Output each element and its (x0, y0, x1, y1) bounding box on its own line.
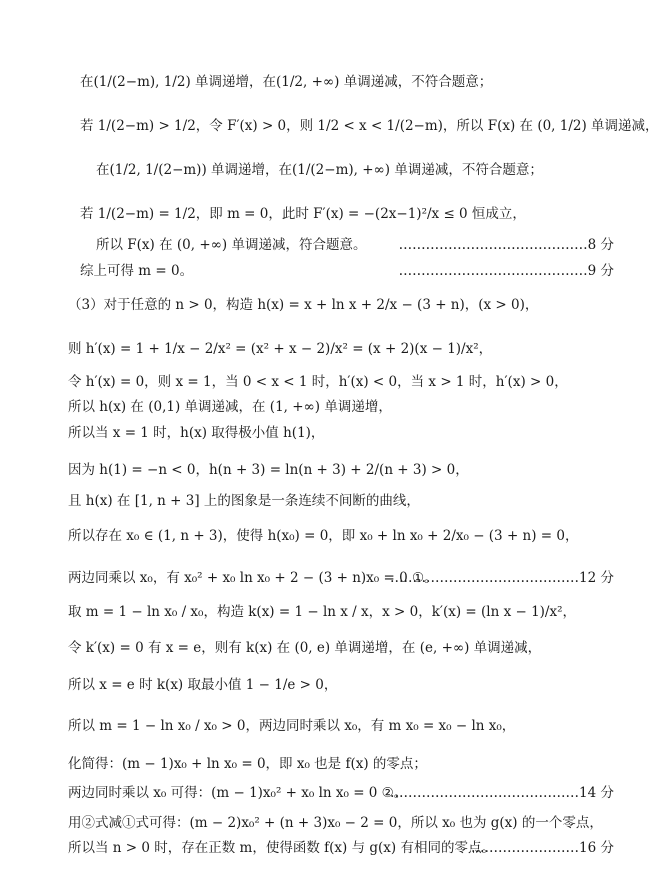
line-text: 取 m = 1 − ln x₀ / x₀，构造 k(x) = 1 − ln x / x，x > 0，k′(x) = (ln x − 1)/x²， (68, 604, 577, 620)
line-text: 两边同时乘以 x₀ 可得：(m − 1)x₀² + x₀ ln x₀ = 0 ②。 (68, 785, 408, 801)
line-text: 所以 x = e 时 k(x) 取最小值 1 − 1/e > 0， (68, 677, 338, 693)
line-text: 令 h′(x) = 0，则 x = 1，当 0 < x < 1 时，h′(x) < 0，当 x > 1 时，h′(x) > 0， (68, 374, 568, 390)
score-mark: ……………………………………8 分 (398, 237, 614, 253)
line-text: 因为 h(1) = −n < 0，h(n + 3) = ln(n + 3) + 2/(n + 3) > 0， (68, 462, 469, 478)
line-text: 若 1/(2−m) > 1/2，令 F′(x) > 0，则 1/2 < x < 1/(2−m)，所以 F(x) 在 (0, 1/2) 单调递减， (80, 118, 659, 134)
line-text: 在(1/(2−m), 1/2) 单调递增，在(1/2, +∞) 单调递减，不符合题意； (80, 74, 493, 90)
line-text: 令 k′(x) = 0 有 x = e，则有 k(x) 在 (0, e) 单调递增，在 (e, +∞) 单调递减， (68, 640, 542, 656)
score-mark: ……………………………………9 分 (398, 263, 614, 279)
line-text: 则 h′(x) = 1 + 1/x − 2/x² = (x² + x − 2)/x² = (x + 2)(x − 1)/x²， (68, 341, 493, 357)
line-text: 综上可得 m = 0。 (80, 263, 194, 279)
line-text: 所以 F(x) 在 (0, +∞) 单调递减，符合题意。 (96, 237, 367, 253)
line-text: 两边同乘以 x₀，有 x₀² + x₀ ln x₀ + 2 − (3 + n)x₀ = 0 ①。 (68, 570, 438, 586)
line-text: 所以当 n > 0 时，存在正数 m，使得函数 f(x) 与 g(x) 有相同的零点。 (68, 840, 495, 856)
line-text: 所以存在 x₀ ∈ (1, n + 3)，使得 h(x₀) = 0，即 x₀ + ln x₀ + 2/x₀ − (3 + n) = 0， (68, 528, 579, 544)
line-text: 且 h(x) 在 [1, n + 3] 上的图象是一条连续不间断的曲线， (68, 493, 420, 509)
score-mark: ……………………………………12 分 (390, 570, 614, 586)
line-text: 用②式减①式可得：(m − 2)x₀² + (n + 3)x₀ − 2 = 0，所以 x₀ 也为 g(x) 的一个零点， (68, 815, 603, 831)
score-mark: ……………………16 分 (471, 840, 614, 856)
score-mark: ……………………………………14 分 (390, 785, 614, 801)
line-text: 所以当 x = 1 时，h(x) 取得极小值 h(1)， (68, 425, 325, 441)
line-text: （3）对于任意的 n > 0，构造 h(x) = x + ln x + 2/x − (3 + n)，(x > 0)， (68, 297, 539, 313)
line-text: 所以 h(x) 在 (0,1) 单调递减，在 (1, +∞) 单调递增， (68, 399, 392, 415)
line-text: 所以 m = 1 − ln x₀ / x₀ > 0，两边同时乘以 x₀，有 m x₀ = x₀ − ln x₀， (68, 718, 516, 734)
line-text: 在(1/2, 1/(2−m)) 单调递增，在(1/(2−m), +∞) 单调递减，不符合题意； (96, 162, 543, 178)
line-text: 若 1/(2−m) = 1/2，即 m = 0，此时 F′(x) = −(2x−1)²/x ≤ 0 恒成立， (80, 206, 526, 222)
line-text: 化简得：(m − 1)x₀ + ln x₀ = 0，即 x₀ 也是 f(x) 的零点； (68, 756, 427, 772)
